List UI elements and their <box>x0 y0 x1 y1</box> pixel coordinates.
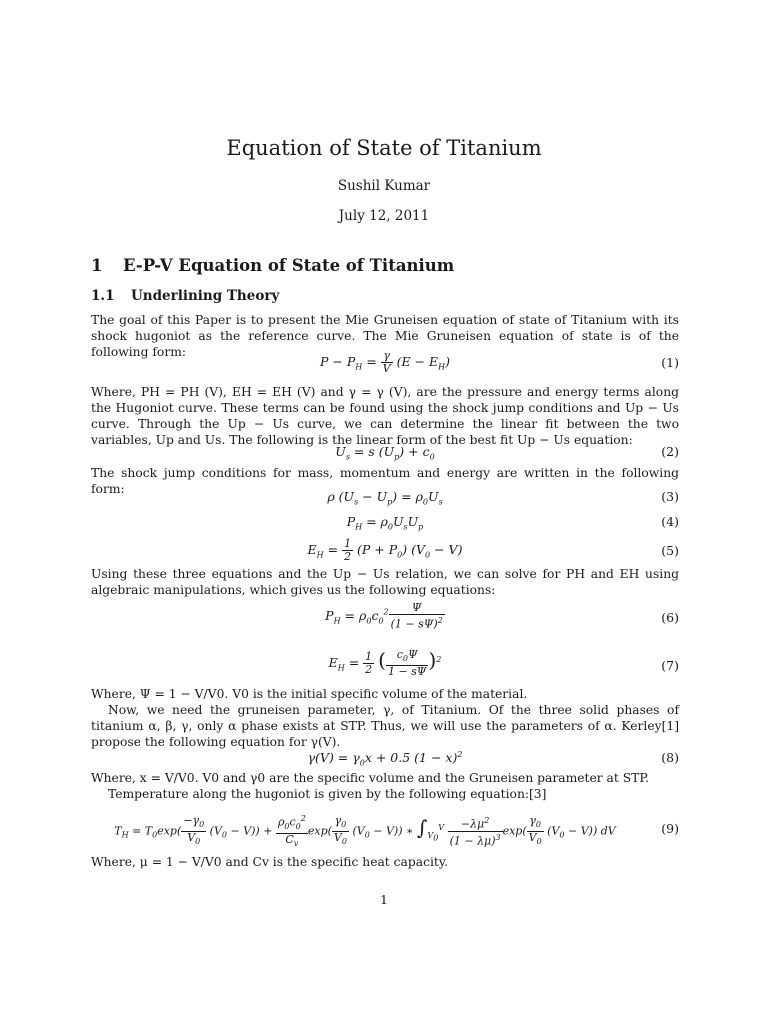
paragraph-shockjump: The shock jump conditions for mass, momentum and energy are written in the following form: <box>91 466 679 496</box>
equation-5-body: $E_H$ = $\frac{1}{2}$ $(P + P_0)$ $(V_0 - V)$ <box>307 537 463 563</box>
author-name: Sushil Kumar <box>337 178 431 194</box>
equation-9 <box>91 813 679 847</box>
equation-5 <box>91 538 679 564</box>
equation-1-body: $P - P_H$ = $\frac{\gamma}{V}$ $(E - E_H)$ <box>319 349 450 375</box>
equation-1 <box>91 350 679 376</box>
equation-6-body: $P_H = \rho_0c_0^2$ $\frac{\Psi}{(1 - s\Psi)^2}$ <box>325 601 443 631</box>
equation-9-number: (9) <box>661 821 679 836</box>
paper-title: Equation of State of Titanium <box>226 136 542 160</box>
page-number: 1 <box>380 892 388 907</box>
equation-3-number: (3) <box>661 489 679 504</box>
equation-4-body: $P_H = \rho_0U_sU_p$ <box>346 514 424 532</box>
equation-9-body: $T_H = T_0\exp$( $\frac{-\gamma_0}{V_0}$ $(V_0 - V)$) + $\frac{\rho_0c_0^2}{C_v}$ exp( $\frac{\gamma_0}{V_0}$ $(V_0 - V)$) ∗ $\int_{V_0}^V$ $\frac{-\lambda\mu^2}{(1 - \lambda\mu)^3}$ exp( $\frac{\gamma_0}{V_0}$ $(V_0 - V)$) dV <box>114 813 616 849</box>
paragraph-where1: Where, PH = PH (V), EH = EH (V) and γ = γ (V), are the pressure and energy terms along the Hugoniot curve. These terms can be found using the shock jump conditions and Up − Us curve. Through the Up − Us curve, we can determine the linear fit between the two variables, Up and Us. The following is the linear form of the best fit Up − Us equation: <box>91 385 679 447</box>
equation-4 <box>91 514 679 540</box>
equation-6 <box>91 601 679 631</box>
equation-3 <box>91 489 679 515</box>
paper-date: July 12, 2011 <box>338 208 430 224</box>
paragraph-where3: Where, x = V/V0. V0 and γ0 are the specific volume and the Gruneisen parameter at STP. <box>91 771 650 785</box>
paragraph-where2: Where, Ψ = 1 − V/V0. V0 is the initial specific volume of the material. <box>91 687 528 701</box>
equation-7-number: (7) <box>661 658 679 673</box>
paragraph-gruneisen: Now, we need the gruneisen parameter, γ, of Titanium. Of the three solid phases of titanium α, β, γ, only α phase exists at STP. Thus, we will use the parameters of α. Kerley[1] propose the following equation for γ(V). <box>91 703 679 749</box>
equation-8-body: $\gamma(V) = \gamma_0x + 0.5$ $(1 - x)^2$ <box>307 750 463 768</box>
equation-2-body: $U_s = s$ $(U_p) + c_0$ <box>335 444 435 462</box>
subsection-title: Underlining Theory <box>131 288 280 304</box>
equation-7-body: $E_H$ = $\frac{1}{2}$ ( $\frac{c_0\Psi}{1 - s\Psi}$ )$^2$ <box>328 647 442 679</box>
equation-1-number: (1) <box>661 355 679 370</box>
paragraph-where4: Where, μ = 1 − V/V0 and Cv is the specific heat capacity. <box>91 855 449 869</box>
subsection-number: 1.1 <box>91 288 115 304</box>
equation-5-number: (5) <box>661 543 679 558</box>
section-title: E-P-V Equation of State of Titanium <box>123 256 455 275</box>
subsection-heading <box>91 288 279 304</box>
section-number: 1 <box>91 256 103 275</box>
equation-8-number: (8) <box>661 750 679 765</box>
equation-4-number: (4) <box>661 514 679 529</box>
equation-7 <box>91 647 679 679</box>
section-heading <box>91 256 454 275</box>
paragraph-using: Using these three equations and the Up − Us relation, we can solve for PH and EH using algebraic manipulations, which gives us the following equations: <box>91 567 679 597</box>
paragraph-temperature: Temperature along the hugoniot is given by the following equation:[3] <box>108 787 547 801</box>
paragraph-intro: The goal of this Paper is to present the Mie Gruneisen equation of state of Titanium with its shock hugoniot as the reference curve. The Mie Gruneisen equation of state is of the following form: <box>91 313 679 359</box>
equation-3-body: ρ $(U_s - U_p) = \rho_0U_s$ <box>327 489 443 507</box>
equation-2-number: (2) <box>661 444 679 459</box>
equation-6-number: (6) <box>661 610 679 625</box>
